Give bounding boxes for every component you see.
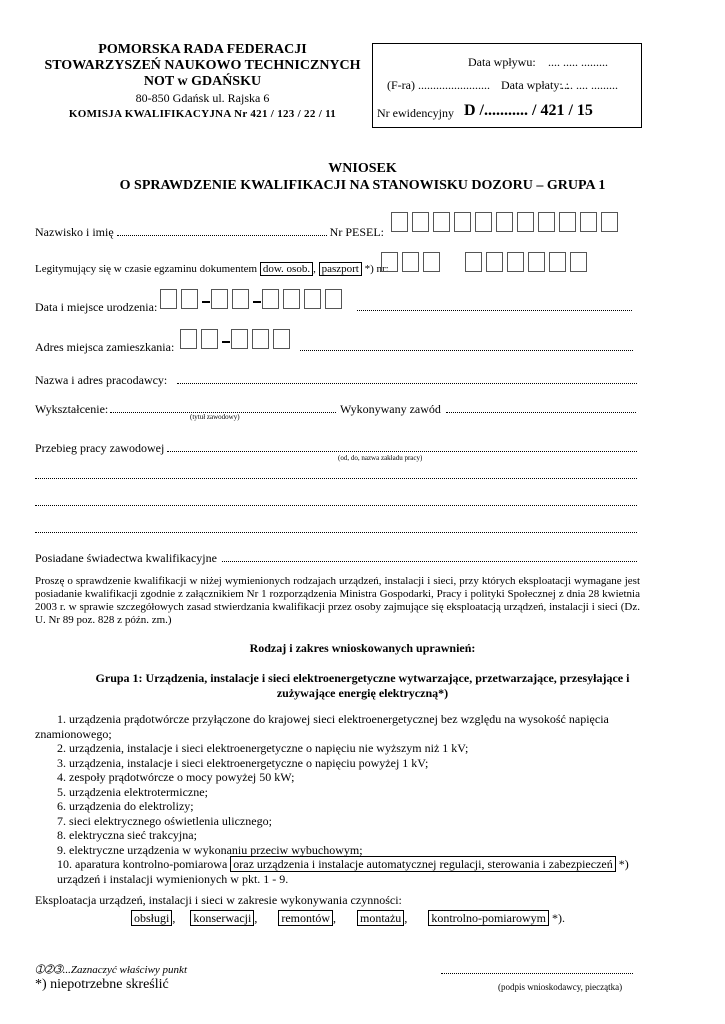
list-item[interactable]: 9. elektryczne urządzenia w wykonaniu przeciw wybuchowym; bbox=[57, 842, 363, 857]
doc-series-boxes[interactable] bbox=[381, 252, 444, 272]
profession-label: Wykonywany zawód bbox=[340, 402, 441, 416]
birth-label: Data i miejsce urodzenia: bbox=[35, 300, 158, 314]
list-item[interactable]: 3. urządzenia, instalacje i sieci elektroenergetyczne o napięciu powyżej 1 kV; bbox=[57, 755, 429, 770]
certs-label: Posiadane świadectwa kwalifikacyjne bbox=[35, 551, 217, 565]
operations-row: obsługi , konserwacji , remontów , montażu , kontrolno-pomiarowym *). bbox=[131, 911, 565, 926]
education-hint: (tytuł zawodowy) bbox=[190, 413, 240, 421]
op-konserwacja[interactable]: konserwacji bbox=[190, 910, 254, 926]
org-name-3: NOT w GDAŃSKU bbox=[143, 74, 262, 89]
career-field-2[interactable] bbox=[35, 467, 637, 479]
profession-field[interactable] bbox=[446, 401, 636, 413]
org-address: 80-850 Gdańsk ul. Rajska 6 bbox=[135, 91, 270, 105]
birth-date-boxes[interactable] bbox=[160, 289, 346, 309]
commission-number: KOMISJA KWALIFIKACYJNA Nr 421 / 123 / 22 / 11 bbox=[68, 108, 337, 120]
operation-label: Eksploatacja urządzeń, instalacji i sieci w zakresie wykonywania czynności: bbox=[35, 893, 402, 907]
item10-part-a: 10. aparatura kontrolno-pomiarowa bbox=[57, 857, 228, 871]
education-field[interactable] bbox=[110, 401, 336, 413]
list-item-10[interactable] bbox=[35, 857, 645, 872]
title-line-1: WNIOSEK bbox=[328, 161, 397, 176]
item10-note: *) bbox=[618, 857, 629, 871]
list-item: znamionowego; bbox=[35, 726, 112, 741]
postal-code-boxes[interactable] bbox=[180, 329, 294, 349]
certs-row bbox=[35, 551, 217, 566]
name-field[interactable] bbox=[117, 224, 327, 236]
op-remonty[interactable]: remontów bbox=[278, 910, 333, 926]
list-item[interactable]: 8. elektryczna sieć trakcyjna; bbox=[57, 828, 197, 842]
item10-option-automation[interactable]: oraz urządzenia i instalacje automatycznej regulacji, sterowania i zabezpieczeń bbox=[230, 856, 615, 872]
date-in-label: Data wpływu: bbox=[468, 55, 536, 69]
list-item[interactable]: 2. urządzenia, instalacje i sieci elektroenergetyczne o napięciu nie wyższym niż 1 kV; bbox=[57, 741, 469, 755]
op-kontrolno-pomiarowe[interactable]: kontrolno-pomiarowym bbox=[428, 910, 549, 926]
education-label: Wykształcenie: bbox=[35, 402, 109, 416]
doc-sep: , bbox=[313, 263, 316, 275]
name-row bbox=[35, 224, 384, 240]
document-row bbox=[35, 263, 389, 275]
op-obsluga[interactable]: obsługi bbox=[131, 910, 172, 926]
ops-note: *). bbox=[551, 911, 565, 925]
address-field[interactable] bbox=[300, 339, 633, 351]
title-line-2: O SPRAWDZENIE KWALIFIKACJI NA STANOWISKU DOZORU – GRUPA 1 bbox=[119, 178, 606, 193]
education-row bbox=[35, 402, 108, 417]
signature-caption: (podpis wnioskodawcy, pieczątka) bbox=[498, 982, 623, 992]
employer-label: Nazwa i adres pracodawcy: bbox=[35, 373, 168, 387]
doc-number-boxes[interactable] bbox=[465, 252, 591, 272]
group-title bbox=[0, 671, 725, 701]
pesel-label: Nr PESEL: bbox=[329, 225, 384, 239]
reg-label: Nr ewidencyjny bbox=[377, 106, 454, 120]
reg-value[interactable]: D /........... / 421 / 15 bbox=[464, 102, 593, 119]
employer-field[interactable] bbox=[177, 372, 637, 384]
birth-row bbox=[35, 300, 157, 315]
career-field-4[interactable] bbox=[35, 521, 637, 533]
employer-row bbox=[35, 373, 167, 388]
career-row bbox=[35, 441, 164, 456]
org-name-2: STOWARZYSZEŃ NAUKOWO TECHNICZNYCH bbox=[44, 58, 361, 73]
footer-note-1: ➀➁➂...Zaznaczyć właściwy punkt bbox=[35, 964, 187, 976]
doc-nr-label: *) nr: bbox=[364, 263, 389, 275]
list-item[interactable]: 5. urządzenia elektrotermiczne; bbox=[57, 784, 208, 799]
list-item[interactable]: 6. urządzenia do elektrolizy; bbox=[57, 799, 194, 813]
group-title-line-1: Grupa 1: Urządzenia, instalacje i sieci elektroenergetyczne wytwarzające, przetwarzające, przesyłające i bbox=[95, 671, 630, 685]
organization-header bbox=[30, 42, 375, 122]
scope-title: Rodzaj i zakres wnioskowanych uprawnień: bbox=[249, 641, 476, 655]
address-label: Adres miejsca zamieszkania: bbox=[35, 340, 175, 354]
career-label: Przebieg pracy zawodowej bbox=[35, 441, 165, 455]
date-in-value[interactable]: .... ..... ......... bbox=[548, 55, 608, 69]
registration-box bbox=[372, 43, 642, 128]
footer-note-2: *) niepotrzebne skreślić bbox=[35, 977, 169, 992]
org-name-1: POMORSKA RADA FEDERACJI bbox=[98, 42, 307, 57]
list-item[interactable]: 1. urządzenia prądotwórcze przyłączone do krajowej sieci elektroenergetycznej bez względu na wysokość napięcia bbox=[57, 712, 609, 726]
certs-field[interactable] bbox=[222, 550, 637, 562]
scope-list bbox=[35, 712, 645, 886]
signature-line[interactable] bbox=[441, 962, 633, 974]
list-item[interactable]: 4. zespoły prądotwórcze o mocy powyżej 50 kW; bbox=[57, 770, 295, 784]
career-field-3[interactable] bbox=[35, 494, 637, 506]
payment-label: Data wpłaty: : bbox=[501, 78, 569, 92]
birth-place-field[interactable] bbox=[357, 299, 632, 311]
address-row bbox=[35, 340, 174, 355]
list-item[interactable]: 7. sieci elektrycznego oświetlenia ulicznego; bbox=[57, 813, 272, 828]
career-field-1[interactable] bbox=[167, 440, 637, 452]
name-label: Nazwisko i imię bbox=[35, 225, 114, 239]
payment-value[interactable]: .... .... ......... bbox=[561, 78, 618, 92]
pesel-boxes[interactable] bbox=[391, 212, 622, 232]
doc-option-passport[interactable]: paszport bbox=[319, 262, 362, 276]
career-hint: (od, do, nazwa zakładu pracy) bbox=[338, 454, 423, 462]
doc-option-id[interactable]: dow. osob. bbox=[260, 262, 313, 276]
doc-label: Legitymujący się w czasie egzaminu dokumentem bbox=[35, 263, 258, 275]
document-title bbox=[0, 160, 725, 194]
op-montaz[interactable]: montażu bbox=[357, 910, 404, 926]
list-item-10-continued: urządzeń i instalacji wymienionych w pkt. 1 - 9. bbox=[57, 871, 289, 886]
fra-label[interactable]: (F-ra) ........................ bbox=[387, 78, 490, 92]
request-paragraph: Proszę o sprawdzenie kwalifikacji w niżej wymienionych rodzajach urządzeń, instalacji i sieci, przy których eksploatacji wymagane jest posiadanie kwalifikacji zgodnie z załącznikiem Nr 1 rozporządzenia Ministra Gospodarki, Pracy i polityki Społecznej z dnia 28 kwietnia 2003 r. w sprawie szczegółowych zasad stwierdzania kwalifikacji przez osoby zajmujące się eksploatacją urządzeń, instalacji i sieci (Dz. U. Nr 89 poz. 828 z późn. zm.) bbox=[35, 575, 640, 626]
group-title-line-2: zużywające energię elektryczną*) bbox=[276, 686, 449, 700]
